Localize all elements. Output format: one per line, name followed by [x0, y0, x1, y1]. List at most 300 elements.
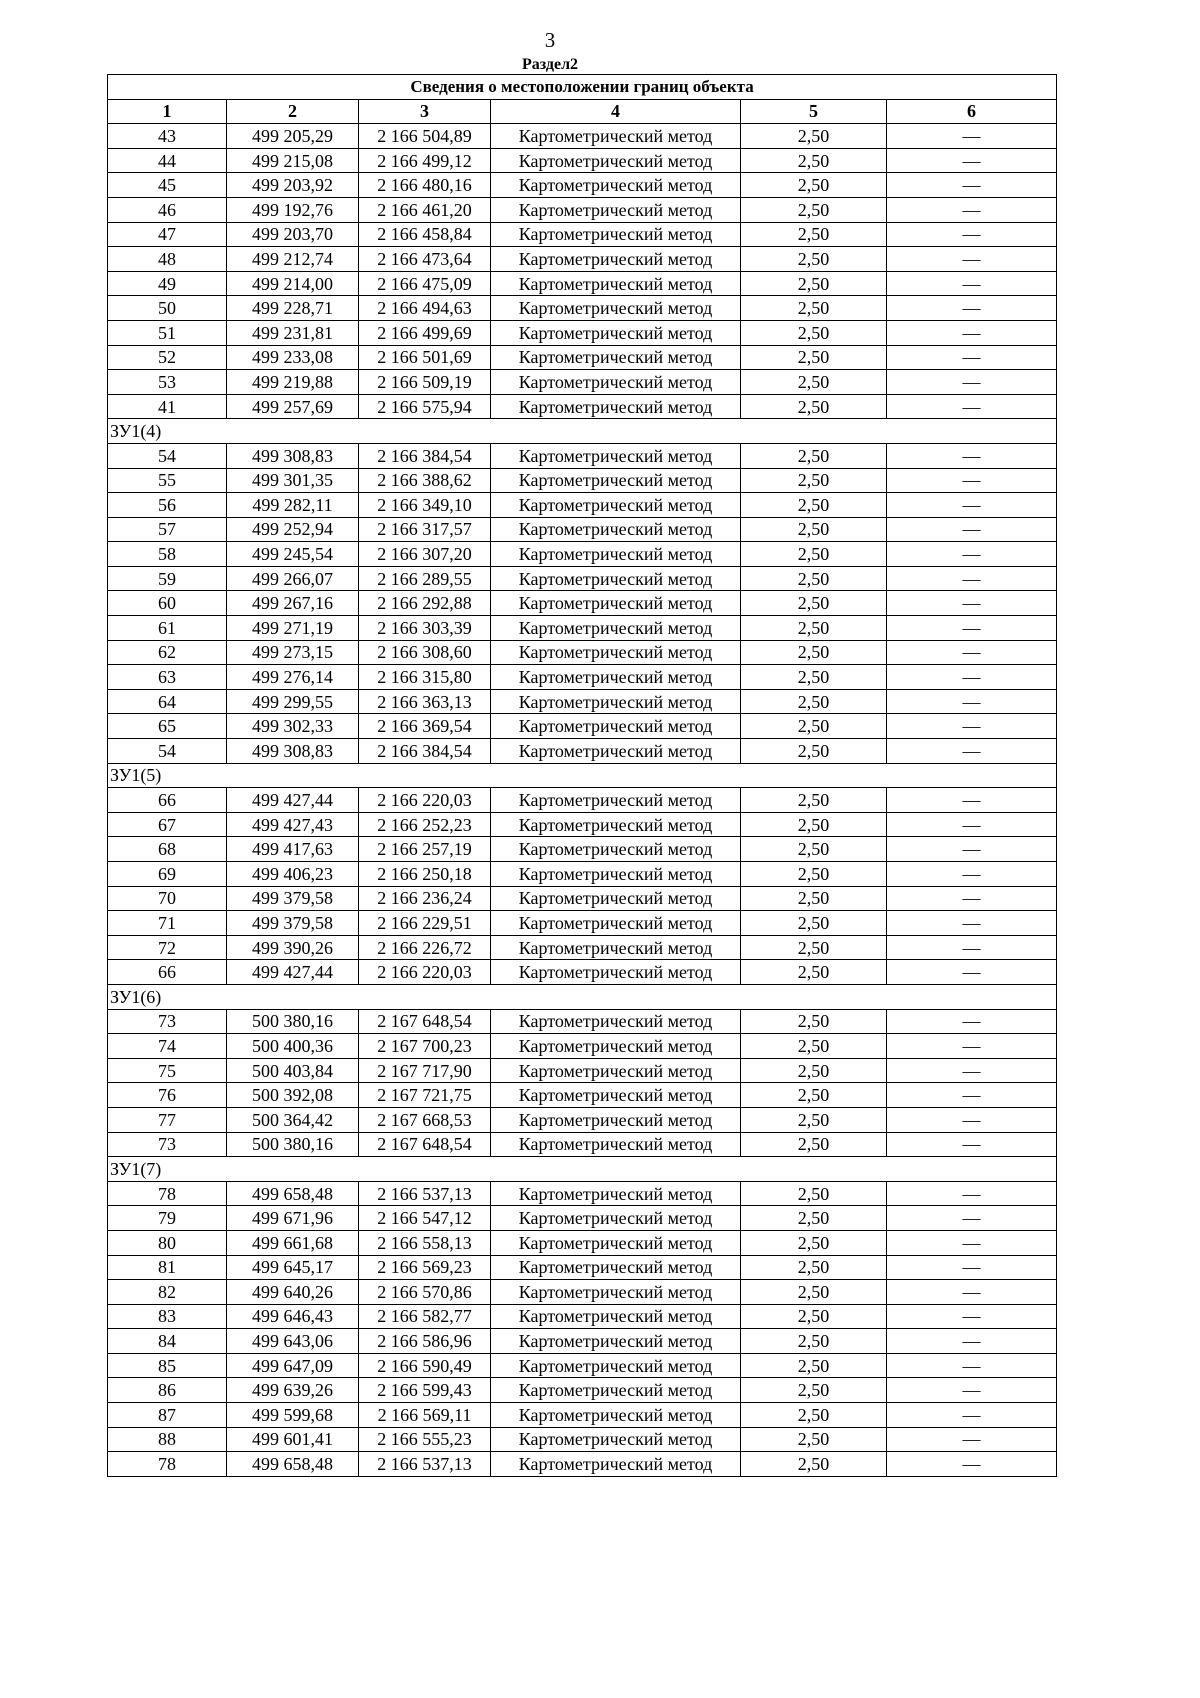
description-cell: —: [887, 1083, 1057, 1108]
x-coordinate-cell: 499 390,26: [227, 935, 359, 960]
x-coordinate-cell: 499 302,33: [227, 714, 359, 739]
accuracy-cell: 2,50: [741, 443, 887, 468]
y-coordinate-cell: 2 166 315,80: [359, 665, 491, 690]
description-cell: —: [887, 493, 1057, 518]
method-cell: Картометрический метод: [491, 812, 741, 837]
point-number-cell: 57: [108, 517, 227, 542]
x-coordinate-cell: 499 645,17: [227, 1255, 359, 1280]
description-cell: —: [887, 345, 1057, 370]
group-label: ЗУ1(6): [108, 984, 1057, 1009]
point-number-cell: 74: [108, 1034, 227, 1059]
point-number-cell: 73: [108, 1132, 227, 1157]
method-cell: Картометрический метод: [491, 1427, 741, 1452]
table-row: [108, 689, 1057, 714]
method-cell: Картометрический метод: [491, 1206, 741, 1231]
point-number-cell: 62: [108, 640, 227, 665]
x-coordinate-cell: 499 647,09: [227, 1353, 359, 1378]
point-number-cell: 76: [108, 1083, 227, 1108]
description-cell: —: [887, 468, 1057, 493]
y-coordinate-cell: 2 166 558,13: [359, 1230, 491, 1255]
method-cell: Картометрический метод: [491, 468, 741, 493]
group-row: [108, 763, 1057, 788]
point-number-cell: 63: [108, 665, 227, 690]
table-row: [108, 517, 1057, 542]
accuracy-cell: 2,50: [741, 296, 887, 321]
method-cell: Картометрический метод: [491, 714, 741, 739]
description-cell: —: [887, 1132, 1057, 1157]
accuracy-cell: 2,50: [741, 640, 887, 665]
x-coordinate-cell: 499 231,81: [227, 320, 359, 345]
x-coordinate-cell: 500 380,16: [227, 1009, 359, 1034]
accuracy-cell: 2,50: [741, 1353, 887, 1378]
y-coordinate-cell: 2 166 504,89: [359, 124, 491, 149]
y-coordinate-cell: 2 167 668,53: [359, 1107, 491, 1132]
y-coordinate-cell: 2 166 307,20: [359, 542, 491, 567]
x-coordinate-cell: 499 658,48: [227, 1181, 359, 1206]
description-cell: —: [887, 739, 1057, 764]
method-cell: Картометрический метод: [491, 517, 741, 542]
description-cell: —: [887, 935, 1057, 960]
point-number-cell: 46: [108, 197, 227, 222]
y-coordinate-cell: 2 166 569,11: [359, 1403, 491, 1428]
y-coordinate-cell: 2 166 509,19: [359, 370, 491, 395]
accuracy-cell: 2,50: [741, 1009, 887, 1034]
y-coordinate-cell: 2 166 363,13: [359, 689, 491, 714]
point-number-cell: 44: [108, 148, 227, 173]
accuracy-cell: 2,50: [741, 911, 887, 936]
method-cell: Картометрический метод: [491, 370, 741, 395]
point-number-cell: 64: [108, 689, 227, 714]
table-row: [108, 1181, 1057, 1206]
accuracy-cell: 2,50: [741, 1083, 887, 1108]
method-cell: Картометрический метод: [491, 493, 741, 518]
description-cell: —: [887, 1181, 1057, 1206]
accuracy-cell: 2,50: [741, 1230, 887, 1255]
method-cell: Картометрический метод: [491, 1280, 741, 1305]
accuracy-cell: 2,50: [741, 788, 887, 813]
description-cell: —: [887, 1452, 1057, 1477]
accuracy-cell: 2,50: [741, 517, 887, 542]
x-coordinate-cell: 500 392,08: [227, 1083, 359, 1108]
description-cell: —: [887, 370, 1057, 395]
description-cell: —: [887, 148, 1057, 173]
table-row: [108, 935, 1057, 960]
description-cell: —: [887, 542, 1057, 567]
accuracy-cell: 2,50: [741, 542, 887, 567]
method-cell: Картометрический метод: [491, 1181, 741, 1206]
table-row: [108, 911, 1057, 936]
group-label: ЗУ1(5): [108, 763, 1057, 788]
description-cell: —: [887, 960, 1057, 985]
method-cell: Картометрический метод: [491, 1452, 741, 1477]
x-coordinate-cell: 499 599,68: [227, 1403, 359, 1428]
point-number-cell: 77: [108, 1107, 227, 1132]
description-cell: —: [887, 1009, 1057, 1034]
point-number-cell: 71: [108, 911, 227, 936]
accuracy-cell: 2,50: [741, 689, 887, 714]
point-number-cell: 49: [108, 271, 227, 296]
point-number-cell: 80: [108, 1230, 227, 1255]
point-number-cell: 72: [108, 935, 227, 960]
table-row: [108, 1206, 1057, 1231]
accuracy-cell: 2,50: [741, 320, 887, 345]
table-title-row: [108, 75, 1057, 100]
method-cell: Картометрический метод: [491, 1132, 741, 1157]
accuracy-cell: 2,50: [741, 370, 887, 395]
accuracy-cell: 2,50: [741, 739, 887, 764]
description-cell: —: [887, 271, 1057, 296]
table-row: [108, 1034, 1057, 1059]
x-coordinate-cell: 499 271,19: [227, 616, 359, 641]
y-coordinate-cell: 2 166 461,20: [359, 197, 491, 222]
column-header: 5: [741, 99, 887, 124]
x-coordinate-cell: 499 267,16: [227, 591, 359, 616]
method-cell: Картометрический метод: [491, 173, 741, 198]
y-coordinate-cell: 2 166 236,24: [359, 886, 491, 911]
x-coordinate-cell: 500 364,42: [227, 1107, 359, 1132]
point-number-cell: 54: [108, 443, 227, 468]
page-number: 3: [544, 28, 556, 52]
table-title: Сведения о местоположении границ объекта: [108, 75, 1057, 100]
description-cell: —: [887, 173, 1057, 198]
y-coordinate-cell: 2 166 537,13: [359, 1452, 491, 1477]
y-coordinate-cell: 2 166 458,84: [359, 222, 491, 247]
table-row: [108, 1427, 1057, 1452]
description-cell: —: [887, 1280, 1057, 1305]
accuracy-cell: 2,50: [741, 1403, 887, 1428]
accuracy-cell: 2,50: [741, 1329, 887, 1354]
accuracy-cell: 2,50: [741, 1280, 887, 1305]
description-cell: —: [887, 394, 1057, 419]
method-cell: Картометрический метод: [491, 1329, 741, 1354]
point-number-cell: 70: [108, 886, 227, 911]
x-coordinate-cell: 499 427,43: [227, 812, 359, 837]
table-row: [108, 788, 1057, 813]
table-row: [108, 468, 1057, 493]
point-number-cell: 43: [108, 124, 227, 149]
point-number-cell: 78: [108, 1181, 227, 1206]
accuracy-cell: 2,50: [741, 1034, 887, 1059]
column-header: 3: [359, 99, 491, 124]
point-number-cell: 48: [108, 247, 227, 272]
x-coordinate-cell: 499 640,26: [227, 1280, 359, 1305]
method-cell: Картометрический метод: [491, 1230, 741, 1255]
table-row: [108, 1403, 1057, 1428]
x-coordinate-cell: 499 219,88: [227, 370, 359, 395]
description-cell: —: [887, 124, 1057, 149]
point-number-cell: 61: [108, 616, 227, 641]
table-row: [108, 148, 1057, 173]
table-row: [108, 1058, 1057, 1083]
description-cell: —: [887, 911, 1057, 936]
method-cell: Картометрический метод: [491, 1107, 741, 1132]
table-row: [108, 320, 1057, 345]
accuracy-cell: 2,50: [741, 1058, 887, 1083]
accuracy-cell: 2,50: [741, 468, 887, 493]
method-cell: Картометрический метод: [491, 1403, 741, 1428]
y-coordinate-cell: 2 167 648,54: [359, 1132, 491, 1157]
y-coordinate-cell: 2 166 292,88: [359, 591, 491, 616]
point-number-cell: 86: [108, 1378, 227, 1403]
point-number-cell: 65: [108, 714, 227, 739]
description-cell: —: [887, 1058, 1057, 1083]
table-row: [108, 222, 1057, 247]
description-cell: —: [887, 1034, 1057, 1059]
point-number-cell: 54: [108, 739, 227, 764]
point-number-cell: 88: [108, 1427, 227, 1452]
group-row: [108, 1157, 1057, 1182]
point-number-cell: 82: [108, 1280, 227, 1305]
point-number-cell: 66: [108, 960, 227, 985]
column-header: 4: [491, 99, 741, 124]
y-coordinate-cell: 2 166 250,18: [359, 862, 491, 887]
group-row: [108, 419, 1057, 444]
method-cell: Картометрический метод: [491, 1378, 741, 1403]
accuracy-cell: 2,50: [741, 173, 887, 198]
method-cell: Картометрический метод: [491, 197, 741, 222]
method-cell: Картометрический метод: [491, 591, 741, 616]
table-row: [108, 1280, 1057, 1305]
description-cell: —: [887, 837, 1057, 862]
y-coordinate-cell: 2 166 569,23: [359, 1255, 491, 1280]
y-coordinate-cell: 2 166 308,60: [359, 640, 491, 665]
x-coordinate-cell: 499 658,48: [227, 1452, 359, 1477]
y-coordinate-cell: 2 166 226,72: [359, 935, 491, 960]
y-coordinate-cell: 2 166 384,54: [359, 739, 491, 764]
x-coordinate-cell: 499 215,08: [227, 148, 359, 173]
accuracy-cell: 2,50: [741, 247, 887, 272]
accuracy-cell: 2,50: [741, 394, 887, 419]
accuracy-cell: 2,50: [741, 493, 887, 518]
method-cell: Картометрический метод: [491, 1009, 741, 1034]
method-cell: Картометрический метод: [491, 320, 741, 345]
x-coordinate-cell: 499 427,44: [227, 960, 359, 985]
x-coordinate-cell: 500 400,36: [227, 1034, 359, 1059]
y-coordinate-cell: 2 166 582,77: [359, 1304, 491, 1329]
method-cell: Картометрический метод: [491, 862, 741, 887]
description-cell: —: [887, 862, 1057, 887]
x-coordinate-cell: 499 282,11: [227, 493, 359, 518]
description-cell: —: [887, 591, 1057, 616]
y-coordinate-cell: 2 166 349,10: [359, 493, 491, 518]
table-row: [108, 886, 1057, 911]
description-cell: —: [887, 1304, 1057, 1329]
point-number-cell: 68: [108, 837, 227, 862]
accuracy-cell: 2,50: [741, 1452, 887, 1477]
accuracy-cell: 2,50: [741, 566, 887, 591]
method-cell: Картометрический метод: [491, 739, 741, 764]
table-row: [108, 1255, 1057, 1280]
point-number-cell: 84: [108, 1329, 227, 1354]
x-coordinate-cell: 499 212,74: [227, 247, 359, 272]
point-number-cell: 58: [108, 542, 227, 567]
table-row: [108, 640, 1057, 665]
method-cell: Картометрический метод: [491, 665, 741, 690]
point-number-cell: 59: [108, 566, 227, 591]
description-cell: —: [887, 1230, 1057, 1255]
table-row: [108, 1009, 1057, 1034]
point-number-cell: 52: [108, 345, 227, 370]
description-cell: —: [887, 665, 1057, 690]
y-coordinate-cell: 2 166 499,69: [359, 320, 491, 345]
x-coordinate-cell: 499 671,96: [227, 1206, 359, 1231]
point-number-cell: 55: [108, 468, 227, 493]
point-number-cell: 60: [108, 591, 227, 616]
y-coordinate-cell: 2 166 570,86: [359, 1280, 491, 1305]
point-number-cell: 75: [108, 1058, 227, 1083]
x-coordinate-cell: 499 273,15: [227, 640, 359, 665]
x-coordinate-cell: 499 301,35: [227, 468, 359, 493]
table-row: [108, 837, 1057, 862]
table-row: [108, 591, 1057, 616]
accuracy-cell: 2,50: [741, 271, 887, 296]
description-cell: —: [887, 812, 1057, 837]
accuracy-cell: 2,50: [741, 1304, 887, 1329]
x-coordinate-cell: 499 601,41: [227, 1427, 359, 1452]
method-cell: Картометрический метод: [491, 542, 741, 567]
table-row: [108, 197, 1057, 222]
y-coordinate-cell: 2 166 590,49: [359, 1353, 491, 1378]
table-row: [108, 1230, 1057, 1255]
method-cell: Картометрический метод: [491, 960, 741, 985]
accuracy-cell: 2,50: [741, 837, 887, 862]
accuracy-cell: 2,50: [741, 862, 887, 887]
method-cell: Картометрический метод: [491, 788, 741, 813]
x-coordinate-cell: 499 379,58: [227, 886, 359, 911]
table-row: [108, 124, 1057, 149]
group-label: ЗУ1(4): [108, 419, 1057, 444]
y-coordinate-cell: 2 166 384,54: [359, 443, 491, 468]
accuracy-cell: 2,50: [741, 1206, 887, 1231]
x-coordinate-cell: 499 205,29: [227, 124, 359, 149]
accuracy-cell: 2,50: [741, 886, 887, 911]
y-coordinate-cell: 2 166 289,55: [359, 566, 491, 591]
method-cell: Картометрический метод: [491, 345, 741, 370]
point-number-cell: 53: [108, 370, 227, 395]
x-coordinate-cell: 499 308,83: [227, 443, 359, 468]
method-cell: Картометрический метод: [491, 911, 741, 936]
description-cell: —: [887, 1403, 1057, 1428]
method-cell: Картометрический метод: [491, 148, 741, 173]
description-cell: —: [887, 197, 1057, 222]
x-coordinate-cell: 499 646,43: [227, 1304, 359, 1329]
method-cell: Картометрический метод: [491, 689, 741, 714]
method-cell: Картометрический метод: [491, 296, 741, 321]
table-row: [108, 493, 1057, 518]
y-coordinate-cell: 2 166 475,09: [359, 271, 491, 296]
column-header: 6: [887, 99, 1057, 124]
x-coordinate-cell: 499 252,94: [227, 517, 359, 542]
table-row: [108, 370, 1057, 395]
description-cell: —: [887, 566, 1057, 591]
description-cell: —: [887, 320, 1057, 345]
y-coordinate-cell: 2 166 252,23: [359, 812, 491, 837]
table-row: [108, 739, 1057, 764]
table-row: [108, 1378, 1057, 1403]
y-coordinate-cell: 2 166 257,19: [359, 837, 491, 862]
accuracy-cell: 2,50: [741, 616, 887, 641]
point-number-cell: 69: [108, 862, 227, 887]
table-body: [108, 75, 1057, 1477]
point-number-cell: 45: [108, 173, 227, 198]
x-coordinate-cell: 499 276,14: [227, 665, 359, 690]
y-coordinate-cell: 2 166 369,54: [359, 714, 491, 739]
table-row: [108, 296, 1057, 321]
accuracy-cell: 2,50: [741, 1255, 887, 1280]
accuracy-cell: 2,50: [741, 1378, 887, 1403]
table-row: [108, 394, 1057, 419]
accuracy-cell: 2,50: [741, 148, 887, 173]
accuracy-cell: 2,50: [741, 345, 887, 370]
table-row: [108, 1083, 1057, 1108]
y-coordinate-cell: 2 166 303,39: [359, 616, 491, 641]
point-number-cell: 50: [108, 296, 227, 321]
point-number-cell: 56: [108, 493, 227, 518]
table-row: [108, 1304, 1057, 1329]
y-coordinate-cell: 2 166 499,12: [359, 148, 491, 173]
accuracy-cell: 2,50: [741, 197, 887, 222]
table-row: [108, 714, 1057, 739]
description-cell: —: [887, 296, 1057, 321]
accuracy-cell: 2,50: [741, 1107, 887, 1132]
x-coordinate-cell: 499 661,68: [227, 1230, 359, 1255]
description-cell: —: [887, 886, 1057, 911]
table-row: [108, 1329, 1057, 1354]
accuracy-cell: 2,50: [741, 714, 887, 739]
x-coordinate-cell: 499 299,55: [227, 689, 359, 714]
description-cell: —: [887, 517, 1057, 542]
x-coordinate-cell: 499 266,07: [227, 566, 359, 591]
method-cell: Картометрический метод: [491, 1034, 741, 1059]
description-cell: —: [887, 1378, 1057, 1403]
table-row: [108, 566, 1057, 591]
x-coordinate-cell: 500 380,16: [227, 1132, 359, 1157]
method-cell: Картометрический метод: [491, 1304, 741, 1329]
x-coordinate-cell: 499 257,69: [227, 394, 359, 419]
table-row: [108, 665, 1057, 690]
accuracy-cell: 2,50: [741, 665, 887, 690]
point-number-cell: 47: [108, 222, 227, 247]
point-number-cell: 41: [108, 394, 227, 419]
table-row: [108, 1132, 1057, 1157]
table-row: [108, 443, 1057, 468]
method-cell: Картометрический метод: [491, 222, 741, 247]
description-cell: —: [887, 640, 1057, 665]
x-coordinate-cell: 499 308,83: [227, 739, 359, 764]
x-coordinate-cell: 500 403,84: [227, 1058, 359, 1083]
x-coordinate-cell: 499 203,92: [227, 173, 359, 198]
y-coordinate-cell: 2 166 599,43: [359, 1378, 491, 1403]
y-coordinate-cell: 2 166 317,57: [359, 517, 491, 542]
point-number-cell: 67: [108, 812, 227, 837]
method-cell: Картометрический метод: [491, 616, 741, 641]
group-row: [108, 984, 1057, 1009]
accuracy-cell: 2,50: [741, 222, 887, 247]
table-row: [108, 173, 1057, 198]
x-coordinate-cell: 499 643,06: [227, 1329, 359, 1354]
accuracy-cell: 2,50: [741, 591, 887, 616]
x-coordinate-cell: 499 203,70: [227, 222, 359, 247]
column-header: 1: [108, 99, 227, 124]
y-coordinate-cell: 2 166 501,69: [359, 345, 491, 370]
point-number-cell: 81: [108, 1255, 227, 1280]
table-row: [108, 271, 1057, 296]
x-coordinate-cell: 499 417,63: [227, 837, 359, 862]
description-cell: —: [887, 1353, 1057, 1378]
description-cell: —: [887, 616, 1057, 641]
table-row: [108, 345, 1057, 370]
x-coordinate-cell: 499 406,23: [227, 862, 359, 887]
